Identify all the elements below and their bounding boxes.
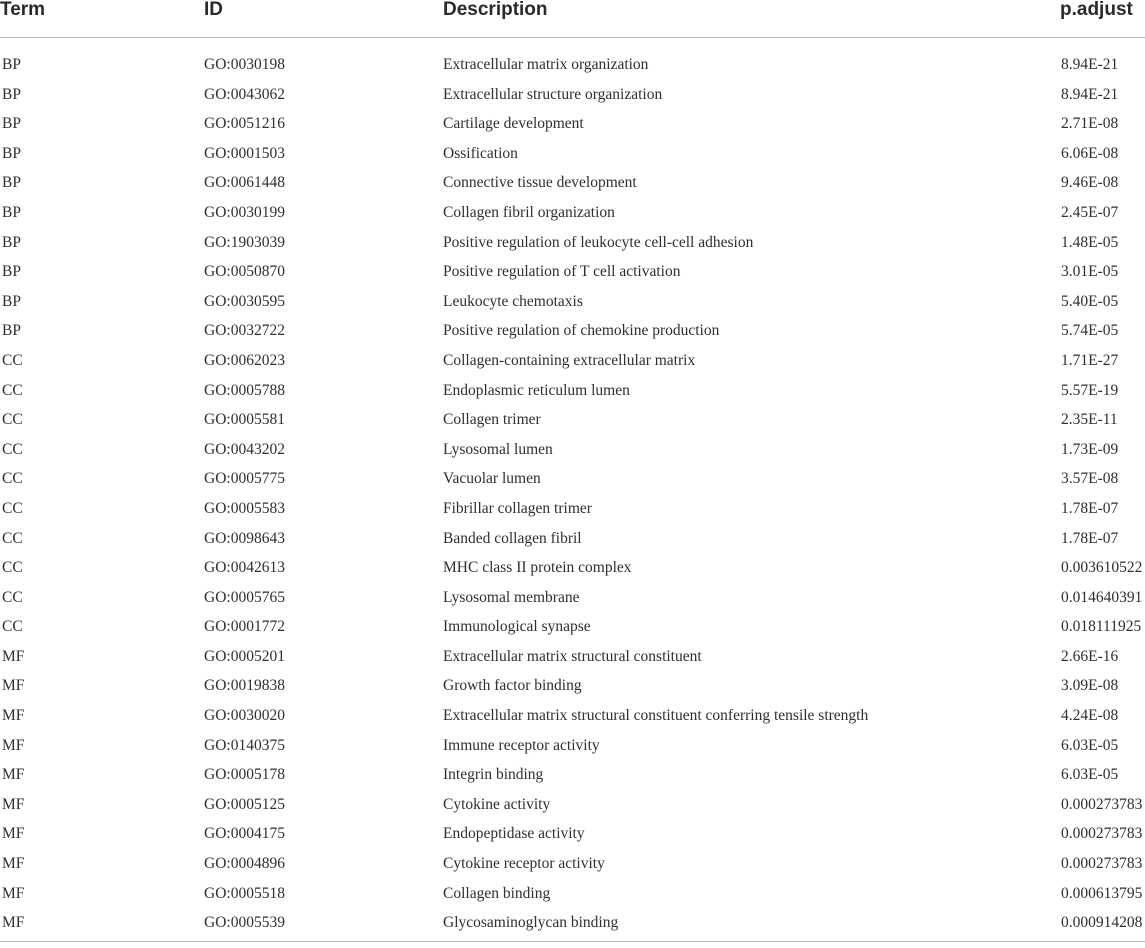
- cell-description: Immunological synapse: [443, 618, 591, 636]
- table-row: [0, 612, 1145, 642]
- table-row: [0, 790, 1145, 820]
- cell-term: CC: [2, 351, 23, 369]
- cell-description: Immune receptor activity: [443, 736, 600, 754]
- cell-padjust: 2.45E-07: [1061, 203, 1119, 221]
- table-row: [0, 435, 1145, 465]
- cell-description: Positive regulation of chemokine production: [443, 322, 720, 340]
- table-row: [0, 316, 1145, 346]
- cell-id: GO:0005178: [204, 766, 285, 784]
- cell-id: GO:0043202: [204, 440, 285, 458]
- cell-term: MF: [2, 795, 25, 813]
- cell-description: Lysosomal lumen: [443, 440, 553, 458]
- cell-term: CC: [2, 411, 23, 429]
- cell-padjust: 3.01E-05: [1061, 263, 1119, 281]
- table-row: [0, 583, 1145, 613]
- cell-term: MF: [2, 766, 25, 784]
- cell-term: BP: [2, 56, 21, 73]
- table-row: [0, 879, 1145, 909]
- cell-id: GO:0005583: [204, 499, 285, 517]
- table-row: [0, 198, 1145, 228]
- cell-padjust: 1.71E-27: [1061, 351, 1119, 369]
- cell-id: GO:0140375: [204, 736, 285, 754]
- cell-description: Vacuolar lumen: [443, 470, 541, 488]
- cell-padjust: 1.78E-07: [1061, 529, 1119, 547]
- header-id: ID: [204, 0, 223, 20]
- cell-padjust: 1.73E-09: [1061, 440, 1119, 458]
- cell-description: Growth factor binding: [443, 677, 582, 695]
- cell-padjust: 0.000273783: [1061, 825, 1143, 843]
- cell-description: Cytokine activity: [443, 795, 551, 813]
- cell-padjust: 2.66E-16: [1061, 647, 1119, 665]
- cell-id: GO:0030199: [204, 203, 285, 221]
- cell-description: Collagen trimer: [443, 411, 541, 429]
- table-bottom-rule: [0, 941, 1145, 942]
- table-row: [0, 671, 1145, 701]
- table-header: [0, 0, 1145, 38]
- cell-term: MF: [2, 707, 25, 725]
- table-row: [0, 109, 1145, 139]
- cell-id: GO:0005539: [204, 914, 285, 932]
- cell-description: Extracellular matrix structural constituent conferring tensile strength: [443, 707, 869, 725]
- cell-description: Connective tissue development: [443, 174, 637, 192]
- cell-id: GO:0004175: [204, 825, 285, 843]
- cell-description: Fibrillar collagen trimer: [443, 499, 592, 517]
- table-row: [0, 819, 1145, 849]
- table-row: [0, 760, 1145, 790]
- cell-term: MF: [2, 677, 25, 695]
- table-row: [0, 50, 1145, 80]
- cell-description: Glycosaminoglycan binding: [443, 914, 619, 932]
- cell-description: Extracellular structure organization: [443, 85, 663, 103]
- cell-term: MF: [2, 736, 25, 754]
- cell-padjust: 2.35E-11: [1061, 411, 1118, 429]
- table-row: [0, 139, 1145, 169]
- table-row: [0, 849, 1145, 879]
- table-row: [0, 405, 1145, 435]
- cell-padjust: 3.09E-08: [1061, 677, 1119, 695]
- cell-id: GO:0005125: [204, 795, 285, 813]
- cell-id: GO:0061448: [204, 174, 285, 192]
- cell-padjust: 6.03E-05: [1061, 736, 1119, 754]
- cell-description: Extracellular matrix structural constituent: [443, 647, 702, 665]
- cell-term: BP: [2, 292, 21, 310]
- table-row: [0, 168, 1145, 198]
- table-row: [0, 257, 1145, 287]
- table-row: [0, 908, 1145, 938]
- cell-term: BP: [2, 174, 21, 192]
- cell-id: GO:0005581: [204, 411, 285, 429]
- cell-padjust: 2.71E-08: [1061, 115, 1119, 133]
- cell-term: BP: [2, 144, 21, 162]
- table-row: [0, 376, 1145, 406]
- table-row: [0, 642, 1145, 672]
- cell-id: GO:0001772: [204, 618, 285, 636]
- cell-term: CC: [2, 588, 23, 606]
- cell-padjust: 8.94E-21: [1061, 85, 1119, 103]
- cell-description: Banded collagen fibril: [443, 529, 582, 547]
- cell-description: MHC class II protein complex: [443, 559, 632, 577]
- cell-id: GO:0098643: [204, 529, 285, 547]
- cell-description: Leukocyte chemotaxis: [443, 292, 583, 310]
- table-row: [0, 287, 1145, 317]
- cell-description: Collagen-containing extracellular matrix: [443, 351, 696, 369]
- cell-padjust: 0.000273783: [1061, 855, 1143, 873]
- cell-id: GO:0030595: [204, 292, 285, 310]
- cell-description: Lysosomal membrane: [443, 588, 580, 606]
- cell-id: GO:0030020: [204, 707, 285, 725]
- cell-description: Positive regulation of leukocyte cell-cell adhesion: [443, 233, 754, 251]
- cell-id: GO:0005788: [204, 381, 285, 399]
- cell-term: MF: [2, 825, 25, 843]
- cell-padjust: 0.000613795: [1061, 884, 1143, 902]
- cell-description: Endoplasmic reticulum lumen: [443, 381, 630, 399]
- cell-padjust: 0.000914208: [1061, 914, 1143, 932]
- cell-description: Collagen binding: [443, 884, 551, 902]
- cell-description: Collagen fibril organization: [443, 203, 615, 221]
- cell-term: BP: [2, 203, 21, 221]
- cell-description: Positive regulation of T cell activation: [443, 263, 681, 281]
- cell-id: GO:0005518: [204, 884, 285, 902]
- header-padjust: p.adjust: [1060, 0, 1133, 20]
- cell-term: CC: [2, 470, 23, 488]
- cell-id: GO:0042613: [204, 559, 285, 577]
- header-term: Term: [0, 0, 46, 20]
- table-row: [0, 346, 1145, 376]
- cell-id: GO:0005775: [204, 470, 285, 488]
- cell-padjust: 6.06E-08: [1061, 144, 1119, 162]
- cell-padjust: 9.46E-08: [1061, 174, 1119, 192]
- cell-term: MF: [2, 647, 25, 665]
- cell-description: Cytokine receptor activity: [443, 855, 605, 873]
- table-body: [0, 50, 1145, 938]
- header-description: Description: [443, 0, 548, 20]
- cell-padjust: 0.003610522: [1061, 559, 1143, 577]
- cell-padjust: 1.48E-05: [1061, 233, 1119, 251]
- cell-padjust: 5.74E-05: [1061, 322, 1119, 340]
- cell-id: GO:1903039: [204, 233, 285, 251]
- cell-term: CC: [2, 559, 23, 577]
- cell-description: Extracellular matrix organization: [443, 56, 649, 73]
- table-row: [0, 553, 1145, 583]
- cell-padjust: 1.78E-07: [1061, 499, 1119, 517]
- cell-term: CC: [2, 381, 23, 399]
- cell-padjust: 8.94E-21: [1061, 56, 1119, 73]
- cell-id: GO:0032722: [204, 322, 285, 340]
- cell-padjust: 5.40E-05: [1061, 292, 1119, 310]
- cell-id: GO:0030198: [204, 56, 285, 73]
- table-row: [0, 494, 1145, 524]
- cell-description: Integrin binding: [443, 766, 544, 784]
- cell-term: CC: [2, 529, 23, 547]
- cell-padjust: 0.000273783: [1061, 795, 1143, 813]
- cell-id: GO:0005201: [204, 647, 285, 665]
- cell-term: BP: [2, 263, 21, 281]
- table-row: [0, 731, 1145, 761]
- cell-id: GO:0005765: [204, 588, 285, 606]
- cell-term: CC: [2, 440, 23, 458]
- cell-padjust: 6.03E-05: [1061, 766, 1119, 784]
- cell-description: Cartilage development: [443, 115, 584, 133]
- cell-id: GO:0019838: [204, 677, 285, 695]
- table-row: [0, 701, 1145, 731]
- table-row: [0, 80, 1145, 110]
- cell-id: GO:0004896: [204, 855, 285, 873]
- table-row: [0, 228, 1145, 258]
- cell-term: MF: [2, 855, 25, 873]
- cell-term: CC: [2, 618, 23, 636]
- cell-term: BP: [2, 322, 21, 340]
- cell-id: GO:0062023: [204, 351, 285, 369]
- cell-id: GO:0043062: [204, 85, 285, 103]
- cell-description: Endopeptidase activity: [443, 825, 585, 843]
- cell-term: BP: [2, 85, 21, 103]
- cell-term: BP: [2, 115, 21, 133]
- cell-term: CC: [2, 499, 23, 517]
- table-row: [0, 524, 1145, 554]
- cell-padjust: 0.014640391: [1061, 588, 1143, 606]
- cell-id: GO:0051216: [204, 115, 285, 133]
- table-row: [0, 464, 1145, 494]
- cell-term: MF: [2, 884, 25, 902]
- cell-term: BP: [2, 233, 21, 251]
- cell-padjust: 5.57E-19: [1061, 381, 1119, 399]
- cell-description: Ossification: [443, 144, 518, 162]
- cell-padjust: 3.57E-08: [1061, 470, 1119, 488]
- cell-id: GO:0001503: [204, 144, 285, 162]
- cell-padjust: 0.018111925: [1061, 618, 1142, 636]
- cell-id: GO:0050870: [204, 263, 285, 281]
- cell-padjust: 4.24E-08: [1061, 707, 1119, 725]
- cell-term: MF: [2, 914, 25, 932]
